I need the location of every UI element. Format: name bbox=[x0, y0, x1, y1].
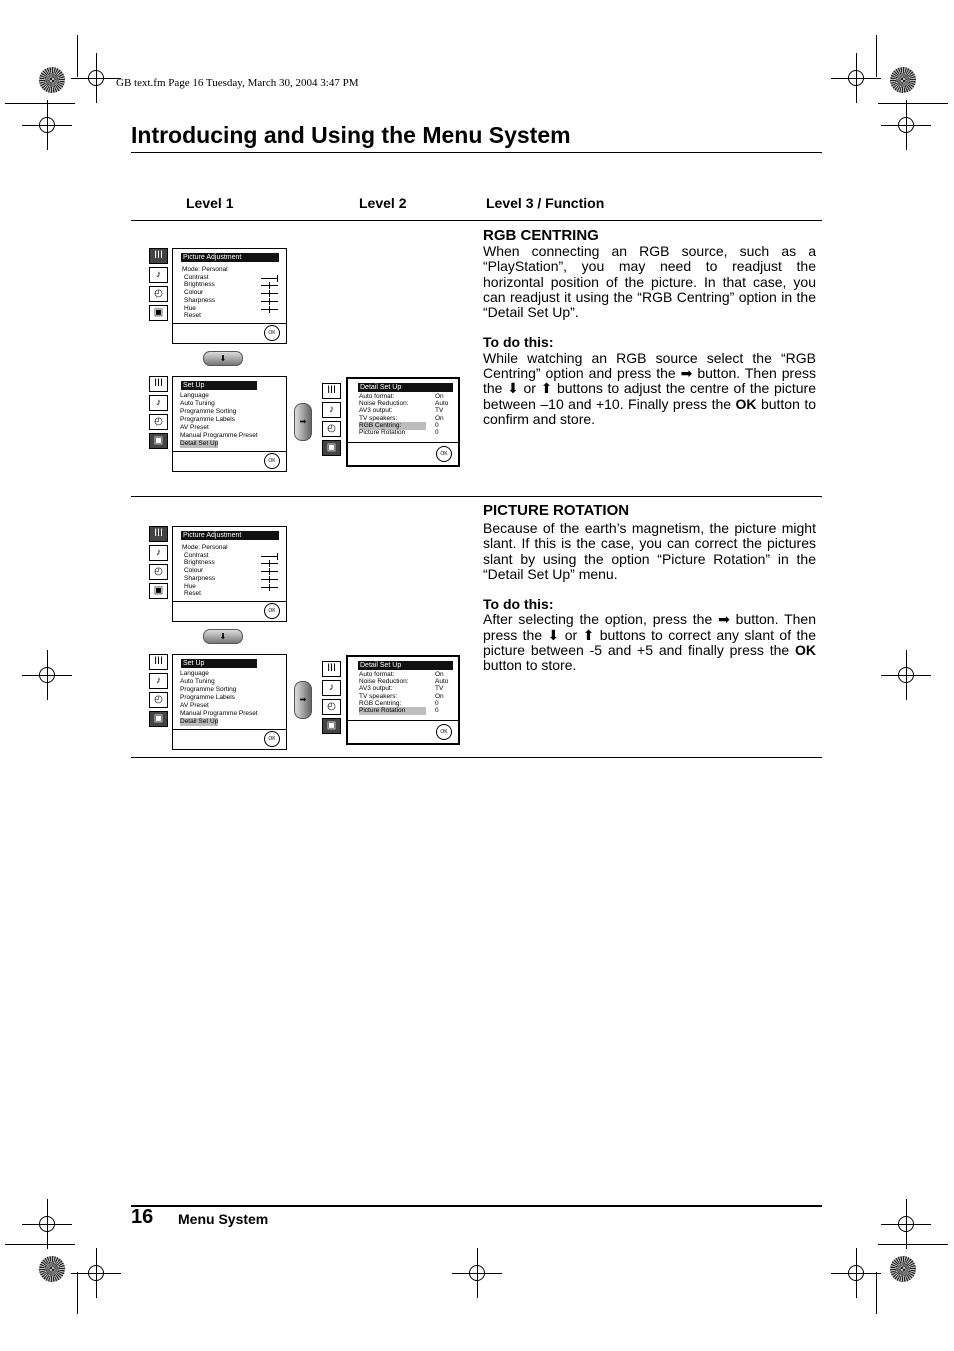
menu-item: Brightness bbox=[184, 281, 215, 289]
instruction-text: While watching an RGB source select the “RGB Centring” option and press the ➡ button. Then press the ⬇ or ⬆ buttons to adjust the centre of the picture between –10 and +10. Finally press the bbox=[483, 349, 816, 412]
menu-item: Programme Labels bbox=[180, 416, 235, 423]
instruction-text: After selecting the option, press the ➡ button. Then press the ⬇ or ⬆ buttons to correct any slant of the picture between -5 and +5 and finally press the bbox=[483, 611, 816, 659]
crop-mark bbox=[5, 1244, 75, 1245]
menu-item: Mode: Personal bbox=[182, 544, 228, 551]
menu-item-label: Auto format: bbox=[359, 671, 395, 678]
menu-item: Language bbox=[180, 670, 209, 677]
timer-icon: ◴ bbox=[149, 414, 168, 430]
crop-mark bbox=[876, 35, 877, 77]
crosshair-mark bbox=[36, 664, 58, 686]
menu-item-value: On bbox=[435, 671, 444, 678]
slider-indicator bbox=[261, 587, 278, 588]
menu-item: Sharpness bbox=[184, 296, 216, 304]
menu-item-value: Auto bbox=[435, 400, 449, 408]
level-2-heading: Level 2 bbox=[359, 195, 407, 211]
menu-item-label: RGB Centring: bbox=[359, 699, 402, 707]
registration-star-mark bbox=[39, 1256, 65, 1282]
picture-icon: ⅠⅠⅠ bbox=[149, 376, 168, 392]
setup-icon: ▣ bbox=[149, 711, 168, 727]
menu-item: Sharpness bbox=[184, 574, 216, 582]
crop-mark bbox=[878, 1244, 948, 1245]
ok-label: OK bbox=[735, 395, 757, 412]
menu-item: Detail Set Up bbox=[180, 718, 219, 725]
section-divider bbox=[131, 757, 822, 758]
picture-adjustment-menu bbox=[172, 248, 287, 344]
menu-title: Set Up bbox=[181, 381, 257, 390]
section-body-picture-rotation bbox=[483, 521, 816, 674]
registration-star-mark bbox=[39, 67, 65, 93]
menu-item: Manual Programme Preset bbox=[180, 710, 258, 717]
menu-item-label: Auto format: bbox=[359, 393, 395, 400]
menu-item-label: TV speakers: bbox=[359, 692, 398, 700]
section-body-rgb-centring bbox=[483, 244, 816, 427]
sound-icon: ♪ bbox=[149, 673, 168, 689]
sound-icon: ♪ bbox=[149, 267, 168, 283]
setup-menu bbox=[172, 654, 287, 750]
level-3-heading: Level 3 / Function bbox=[486, 195, 605, 211]
footer-rule bbox=[131, 1205, 822, 1207]
menu-item: Auto Tuning bbox=[180, 678, 215, 685]
menu-item: Brightness bbox=[184, 559, 215, 567]
crosshair-mark bbox=[895, 664, 917, 686]
title-rule bbox=[131, 152, 822, 153]
menu-separator bbox=[173, 323, 286, 324]
sound-icon: ♪ bbox=[322, 680, 341, 696]
menu-item-value: TV bbox=[435, 685, 444, 693]
menu-item: Reset bbox=[184, 312, 201, 320]
page-title: Introducing and Using the Menu System bbox=[131, 122, 571, 148]
menu-item-value: 0 bbox=[435, 699, 439, 707]
setup-icon: ▣ bbox=[322, 440, 341, 456]
file-info-header: GB text.fm Page 16 Tuesday, March 30, 2004 3:47 PM bbox=[116, 77, 359, 89]
menu-item-value: On bbox=[435, 414, 444, 422]
menu-item-value: TV bbox=[435, 407, 444, 415]
slider-indicator bbox=[261, 285, 278, 286]
crosshair-mark bbox=[85, 1262, 107, 1284]
intro-text: When connecting an RGB source, such as a “PlayStation”, you may need to readjust the horizontal position of the picture. In that case, you can readjust it using the “RGB Centring” option in the “Detail Set Up”. bbox=[483, 243, 816, 321]
crosshair-mark bbox=[895, 1213, 917, 1235]
slider-indicator bbox=[261, 301, 278, 302]
menu-title: Picture Adjustment bbox=[181, 531, 279, 540]
menu-separator bbox=[173, 451, 286, 452]
menu-item: Programme Sorting bbox=[180, 686, 237, 693]
registration-star-mark bbox=[890, 67, 916, 93]
menu-item: Hue bbox=[184, 582, 196, 590]
sound-icon: ♪ bbox=[322, 402, 341, 418]
timer-icon: ◴ bbox=[149, 564, 168, 580]
ok-button[interactable]: OK bbox=[436, 724, 452, 740]
detail-setup-menu bbox=[346, 655, 460, 745]
menu-item: Reset bbox=[184, 590, 201, 598]
right-arrow-button: ➡ bbox=[294, 681, 312, 719]
menu-title: Detail Set Up bbox=[358, 383, 453, 392]
menu-item: Programme Sorting bbox=[180, 408, 237, 415]
menu-title: Picture Adjustment bbox=[181, 253, 279, 262]
crosshair-mark bbox=[895, 114, 917, 136]
menu-title: Detail Set Up bbox=[358, 661, 453, 670]
menu-item: Detail Set Up bbox=[180, 440, 219, 447]
instruction-text-end: button to confirm and store. bbox=[483, 395, 816, 427]
menu-item-label: Noise Reduction: bbox=[359, 678, 409, 686]
menu-item-label: AV3 output: bbox=[359, 407, 393, 415]
menu-separator bbox=[348, 720, 458, 721]
crosshair-mark bbox=[36, 1213, 58, 1235]
crop-mark bbox=[77, 35, 78, 77]
menu-item-label: Picture Rotation bbox=[359, 707, 426, 715]
down-arrow-button: ⬇ bbox=[203, 629, 243, 644]
menu-item: Language bbox=[180, 392, 209, 399]
menu-item: Mode: Personal bbox=[182, 266, 228, 273]
menu-item-value: On bbox=[435, 393, 444, 400]
picture-icon: ⅠⅠⅠ bbox=[149, 526, 168, 542]
menu-item: Colour bbox=[184, 567, 204, 575]
picture-icon: ⅠⅠⅠ bbox=[322, 383, 341, 399]
timer-icon: ◴ bbox=[149, 286, 168, 302]
ok-button[interactable]: OK bbox=[436, 446, 452, 462]
slider-indicator bbox=[261, 571, 278, 572]
section-divider bbox=[131, 220, 822, 221]
menu-item: Hue bbox=[184, 304, 196, 312]
registration-star-mark bbox=[890, 1256, 916, 1282]
slider-indicator bbox=[261, 563, 278, 564]
menu-item: Contrast bbox=[184, 273, 209, 281]
crosshair-mark bbox=[845, 1262, 867, 1284]
ok-button[interactable]: OK bbox=[264, 603, 280, 619]
menu-item-value: Auto bbox=[435, 678, 449, 686]
menu-item: AV Preset bbox=[180, 424, 209, 431]
menu-item: Programme Labels bbox=[180, 694, 235, 701]
footer-section-name: Menu System bbox=[178, 1211, 269, 1227]
crosshair-mark bbox=[845, 67, 867, 89]
crop-mark bbox=[876, 1272, 877, 1314]
todo-label: To do this: bbox=[483, 334, 554, 351]
slider-indicator bbox=[261, 309, 278, 310]
picture-icon: ⅠⅠⅠ bbox=[322, 661, 341, 677]
level-1-heading: Level 1 bbox=[186, 195, 234, 211]
menu-item-label: RGB Centring: bbox=[359, 422, 426, 430]
slider-indicator bbox=[261, 278, 278, 279]
detail-setup-menu bbox=[346, 377, 460, 467]
page-number: 16 bbox=[131, 1206, 154, 1228]
slider-indicator bbox=[261, 579, 278, 580]
crosshair-mark bbox=[36, 114, 58, 136]
menu-item-value: 0 bbox=[435, 429, 439, 436]
picture-icon: ⅠⅠⅠ bbox=[149, 248, 168, 264]
timer-icon: ◴ bbox=[322, 699, 341, 715]
menu-item-value: 0 bbox=[435, 421, 439, 429]
menu-separator bbox=[348, 442, 458, 443]
setup-icon: ▣ bbox=[322, 718, 341, 734]
ok-button[interactable]: OK bbox=[264, 325, 280, 341]
menu-item: Colour bbox=[184, 289, 204, 297]
picture-icon: ⅠⅠⅠ bbox=[149, 654, 168, 670]
section-heading-picture-rotation: PICTURE ROTATION bbox=[483, 502, 630, 519]
sound-icon: ♪ bbox=[149, 545, 168, 561]
right-arrow-button: ➡ bbox=[294, 403, 312, 441]
section-heading-rgb-centring: RGB CENTRING bbox=[483, 227, 599, 244]
ok-label: OK bbox=[795, 642, 816, 659]
down-arrow-button: ⬇ bbox=[203, 351, 243, 366]
menu-separator bbox=[173, 601, 286, 602]
todo-label: To do this: bbox=[483, 596, 554, 613]
ok-button[interactable]: OK bbox=[264, 731, 280, 747]
setup-icon: ▣ bbox=[149, 305, 168, 321]
menu-item: Auto Tuning bbox=[180, 400, 215, 407]
menu-item-label: Noise Reduction: bbox=[359, 400, 409, 408]
instruction-text-end: button to store. bbox=[483, 657, 577, 674]
menu-item: Manual Programme Preset bbox=[180, 432, 258, 439]
menu-item-label: AV3 output: bbox=[359, 685, 393, 693]
timer-icon: ◴ bbox=[149, 692, 168, 708]
slider-indicator bbox=[261, 556, 278, 557]
sound-icon: ♪ bbox=[149, 395, 168, 411]
menu-item-value: On bbox=[435, 692, 444, 700]
menu-item-label: TV speakers: bbox=[359, 414, 398, 422]
menu-title: Set Up bbox=[181, 659, 257, 668]
intro-text: Because of the earth’s magnetism, the picture might slant. If this is the case, you can correct the pictures slant by using the option “Picture Rotation” in the “Detail Set Up” menu. bbox=[483, 520, 816, 582]
section-divider bbox=[131, 496, 822, 497]
picture-adjustment-menu bbox=[172, 526, 287, 622]
crosshair-mark bbox=[466, 1262, 488, 1284]
menu-item: AV Preset bbox=[180, 702, 209, 709]
setup-menu bbox=[172, 376, 287, 472]
crop-mark bbox=[77, 1272, 78, 1314]
timer-icon: ◴ bbox=[322, 421, 341, 437]
setup-icon: ▣ bbox=[149, 583, 168, 599]
crop-mark bbox=[5, 103, 75, 104]
slider-indicator bbox=[261, 293, 278, 294]
menu-item-label: Picture Rotation bbox=[359, 429, 406, 436]
crop-mark bbox=[878, 103, 948, 104]
crosshair-mark bbox=[85, 67, 107, 89]
setup-icon: ▣ bbox=[149, 433, 168, 449]
menu-item: Contrast bbox=[184, 551, 209, 559]
ok-button[interactable]: OK bbox=[264, 453, 280, 469]
menu-item-value: 0 bbox=[435, 707, 439, 714]
menu-separator bbox=[173, 729, 286, 730]
